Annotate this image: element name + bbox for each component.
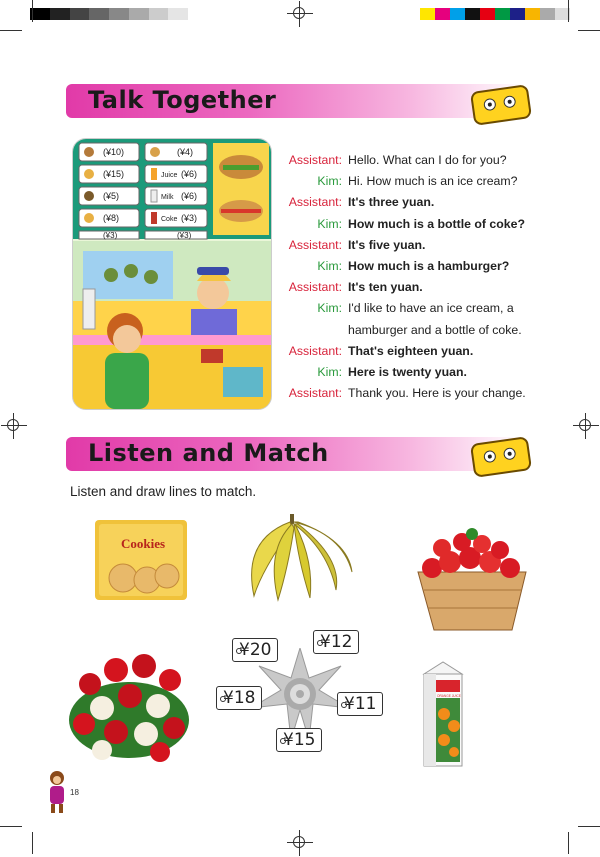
speaker-label: Kim: <box>317 216 342 231</box>
dialogue-text: How much is a hamburger? <box>348 259 510 274</box>
menu-price-3: (¥5) <box>103 191 120 201</box>
bananas-image <box>232 510 354 602</box>
listen-match-banner <box>66 437 526 471</box>
crop-mark <box>578 30 600 31</box>
dialogue-text: Here is twenty yuan. <box>348 365 467 380</box>
speaker-label: Assistant: <box>288 280 342 295</box>
dialogue-line <box>284 192 584 213</box>
dialogue-text: I'd like to have an ice cream, a <box>348 301 514 316</box>
talk-together-banner <box>66 84 526 118</box>
price-tag-15: ¥15 <box>276 728 322 752</box>
cookies-box-image <box>95 520 187 600</box>
dialogue-text: Thank you. Here is your change. <box>348 386 526 401</box>
speaker-label: Kim: <box>317 174 342 189</box>
dialogue-line <box>284 150 584 171</box>
dialogue-text: It's five yuan. <box>348 237 426 252</box>
dialogue-text: How much is a bottle of coke? <box>348 216 525 231</box>
speaker-label: Assistant: <box>288 237 342 252</box>
strawberries-basket-image <box>412 528 532 632</box>
speaker-label: Assistant: <box>288 195 342 210</box>
speaker-label: Kim: <box>317 259 342 274</box>
speaker-label: Assistant: <box>288 343 342 358</box>
registration-mark-top <box>287 1 313 27</box>
dialogue-text: Hi. How much is an ice cream? <box>348 174 518 189</box>
menu-price-9: (¥3) <box>181 213 198 223</box>
dialogue-text: It's ten yuan. <box>348 280 423 295</box>
cookies-label: Cookies <box>121 536 166 551</box>
speaker-label: Kim: <box>317 301 342 316</box>
dialogue-text: It's three yuan. <box>348 195 435 210</box>
speaker-label: Assistant: <box>288 153 342 167</box>
dialogue-text: That's eighteen yuan. <box>348 343 474 358</box>
price-tag-11: ¥11 <box>337 692 383 716</box>
print-grey-strip <box>30 8 188 20</box>
dialogue-text: hamburger and a bottle of coke. <box>348 322 522 337</box>
menu-price-6: (¥4) <box>177 147 194 157</box>
crop-mark <box>568 832 569 854</box>
cassette-mascot-icon <box>470 436 532 478</box>
menu-item-milk: Milk <box>161 194 174 201</box>
menu-price-10: (¥3) <box>177 231 192 240</box>
dialogue-line <box>284 277 584 298</box>
menu-price-5: (¥3) <box>103 231 118 240</box>
roses-bouquet-image <box>66 650 192 762</box>
price-tag-18: ¥18 <box>216 686 262 710</box>
dialogue-line <box>284 214 584 235</box>
registration-mark-bottom <box>287 830 313 856</box>
orange-juice-carton-image <box>418 658 468 768</box>
print-color-strip <box>420 8 570 20</box>
cassette-mascot-icon <box>470 84 532 126</box>
menu-price-4: (¥8) <box>103 213 120 223</box>
menu-price-1: (¥10) <box>103 147 125 157</box>
price-tag-20: ¥20 <box>232 638 278 662</box>
registration-mark-right <box>573 413 599 439</box>
instruction-text: Listen and draw lines to match. <box>70 484 257 499</box>
monkey-mascot-icon <box>46 770 68 814</box>
dialogue-line <box>284 320 584 341</box>
crop-mark <box>578 826 600 827</box>
registration-mark-left <box>1 413 27 439</box>
dialogue-line <box>284 362 584 383</box>
speaker-label: Kim: <box>317 365 342 380</box>
speaker-label: Assistant: <box>288 386 342 401</box>
menu-price-2: (¥15) <box>103 169 125 179</box>
crop-mark <box>32 0 33 22</box>
menu-price-8: (¥6) <box>181 191 198 201</box>
section-title-listen: Listen and Match <box>88 439 329 467</box>
crop-mark <box>32 832 33 854</box>
crop-mark <box>568 0 569 22</box>
dialogue-text: Hello. What can I do for you? <box>348 153 507 167</box>
dialogue-line <box>284 298 584 319</box>
crop-mark <box>0 826 22 827</box>
menu-item-coke: Coke <box>161 216 178 223</box>
crop-mark <box>0 30 22 31</box>
dialogue-line <box>284 383 584 404</box>
shop-scene-illustration <box>72 138 272 410</box>
dialogue-line <box>284 256 584 277</box>
page-number: 18 <box>70 788 79 797</box>
dialogue-line <box>284 341 584 362</box>
menu-price-7: (¥6) <box>181 169 198 179</box>
dialogue-line <box>284 171 584 192</box>
dialogue-block <box>284 150 584 404</box>
price-tag-12: ¥12 <box>313 630 359 654</box>
menu-item-juice: Juice <box>161 172 178 179</box>
dialogue-line <box>284 235 584 256</box>
speaker-label <box>284 320 348 341</box>
section-title-talk: Talk Together <box>88 86 277 114</box>
shop-scene-drawing <box>73 139 271 409</box>
juice-carton-label: ORANGE JUICE <box>437 694 461 698</box>
